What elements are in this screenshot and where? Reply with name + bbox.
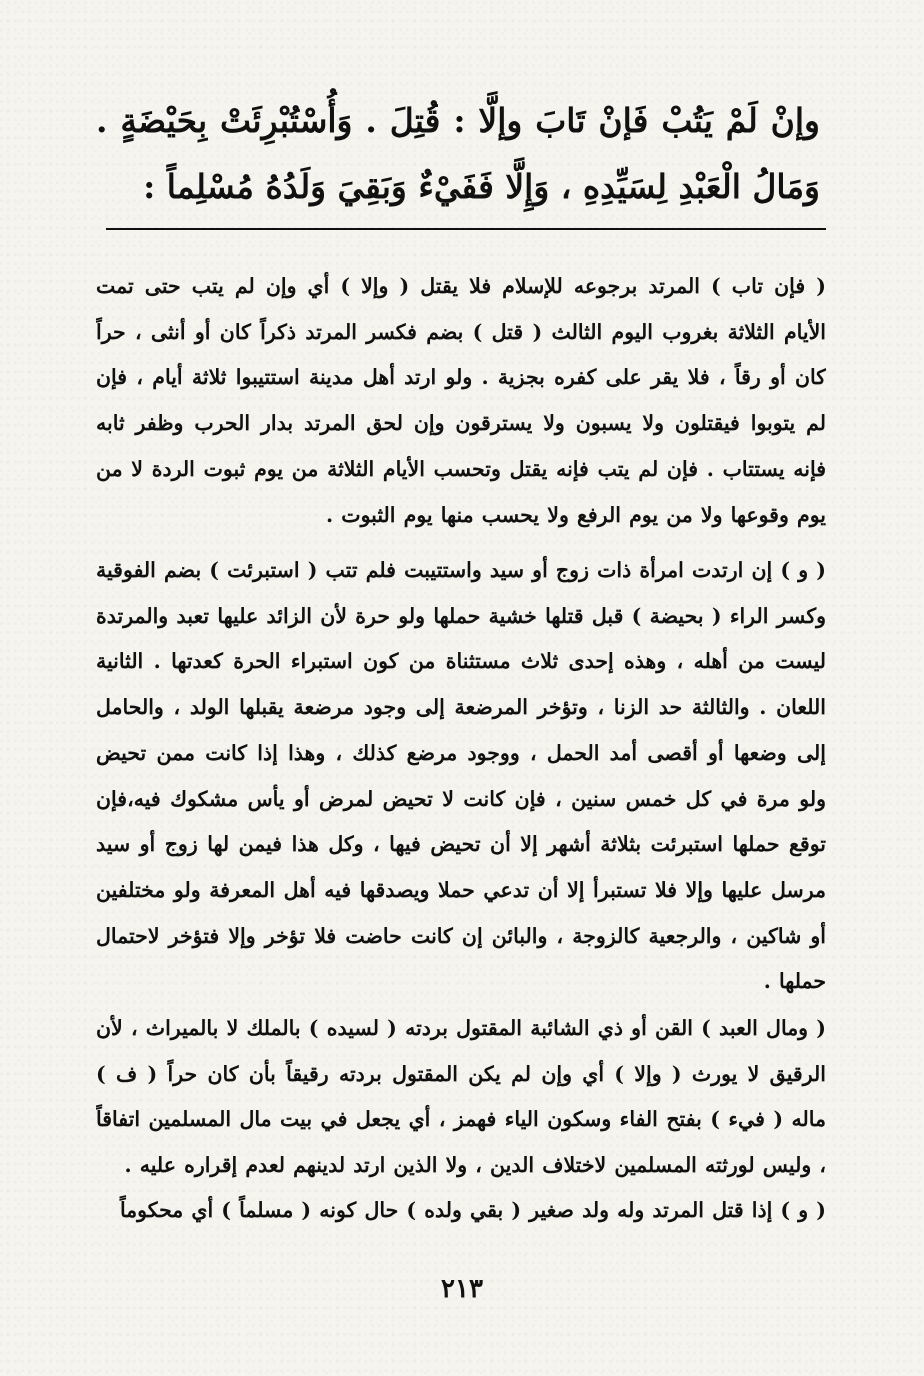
matn-text: وإنْ لَمْ يَتُبْ فَإنْ تَابَ وإلَّا : قُتِلَ . وَأُسْتُبْرِئَتْ بِحَيْضَةٍ . وَمَالُ الْعَبْدِ لِسَيِّدِهِ ، وَإِلَّا فَفَيْءٌ وَبَقِيَ وَلَدُهُ مُسْلِماً : (96, 101, 820, 206)
commentary-paragraph-3: ( ومال العبد ) القن أو ذي الشائبة المقتول بردته ( لسيده ) بالملك لا بالميراث ، لأن الرقيق لا يورث ( وإلا ) أي وإن لم يكن المقتول بردته رقيقاً بأن كان حراً ( ف ) ماله ( فيء ) بفتح الفاء وسكون الياء فهمز ، أي يجعل في بيت مال المسلمين اتفاقاً ، وليس لورثته المسلمين لاختلاف الدين ، ولا الذين ارتد لدينهم لعدم إقراره عليه . (96, 1016, 826, 1178)
commentary-paragraph-2: ( و ) إن ارتدت امرأة ذات زوج أو سيد واستتيبت فلم تتب ( استبرئت ) بضم الفوقية وكسر الراء ( بحيضة ) قبل قتلها خشية حملها ولو حرة لأن الزائد عليها تعبد والمرتدة ليست من أهله ، وهذه إحدى ثلاث مستثناة من كون استبراء الحرة كعدتها . الثانية اللعان . والثالثة حد الزنا ، وتؤخر المرضعة إلى وجود مرضعة يقبلها الولد ، والحامل إلى وضعها أو أقصى أمد الحمل ، ووجود مرضع كذلك ، وهذا إذا كانت ممن تحيض ولو مرة في كل خمس سنين ، فإن كانت لا تحيض لمرض أو يأس مشكوك فيه،فإن توقع حملها استبرئت بثلاثة أشهر إلا أن تحيض فيها ، وكل هذا فيمن لها زوج أو سيد مرسل عليها وإلا فلا تستبرأ إلا أن تدعي حملا ويصدقها فيه أهل المعرفة ولو مختلفين أو شاكين ، والرجعية كالزوجة ، والبائن إن كانت حاضت فلا تؤخر وإلا فتؤخر لاحتمال حملها . (96, 558, 826, 994)
separator-rule (106, 228, 826, 230)
commentary-block (96, 264, 826, 1234)
commentary-paragraph-1: ( فإن تاب ) المرتد برجوعه للإسلام فلا يقتل ( وإلا ) أي وإن لم يتب حتى تمت الأيام الثلاثة بغروب اليوم الثالث ( قتل ) بضم فكسر المرتد ذكراً كان أو أنثى ، حراً كان أو رقاً ، فلا يقر على كفره بجزية . ولو ارتد أهل مدينة استتيبوا ثلاثة أيام ، فإن لم يتوبوا فيقتلون ولا يسبون ولا يسترقون وإن لحق المرتد بدار الحرب وظفر ثابه فإنه يستتاب . فإن لم يتب فإنه يقتل وتحسب الأيام الثلاثة من يوم ثبوت الردة لا من يوم وقوعها ولا من يوم الرفع ولا يحسب منها يوم الثبوت . (96, 274, 826, 527)
page-number: ٢١٣ (441, 1274, 483, 1304)
commentary-paragraph-4: ( و ) إذا قتل المرتد وله ولد صغير ( بقي ولده ) حال كونه ( مسلماً ) أي محكوماً (119, 1198, 826, 1222)
